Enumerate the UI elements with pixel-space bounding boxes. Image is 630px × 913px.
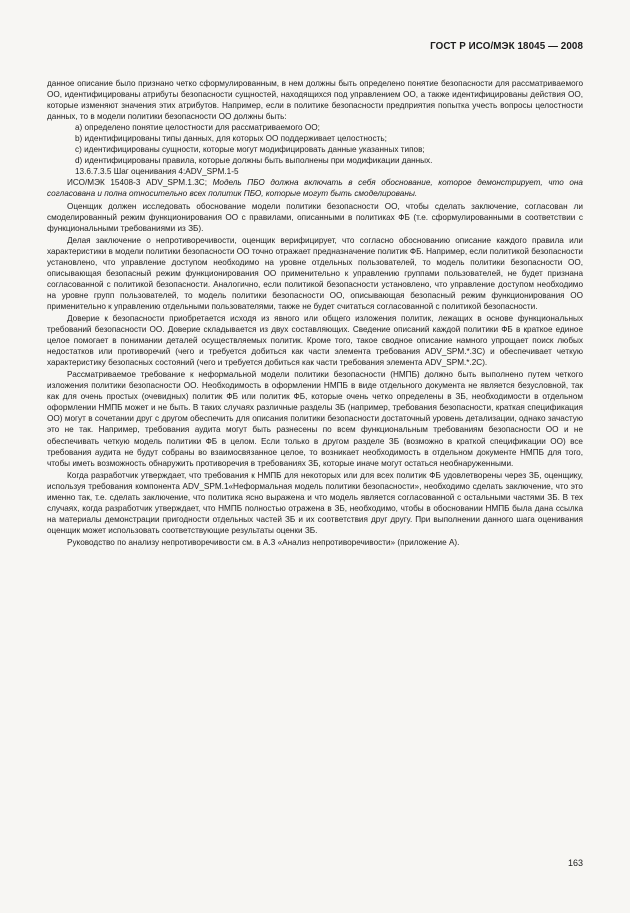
document-body	[47, 78, 583, 548]
paragraph: Когда разработчик утверждает, что требования к НМПБ для некоторых или для всех политик ФБ удовлетворены через ЗБ, оценщику, используя требования компонента ADV_SPM.1«Неформальная модель политики безопасности», необходимо сделать заключение, что это именно так, т.е. сделать заключение, что политика ясно выражена и что модель является согласованной с остальными частями ЗБ. В тех случаях, когда разработчик утверждает, что НМПБ полностью отражена в ЗБ, необходимо, чтобы в обосновании НМПБ была дана ссылка на материалы демонстрации пригодности отдельных частей ЗБ и их соответствия друг другу. При выполнении данного шага оценивания оценщик может использовать соответствующие результаты оценки ЗБ.	[47, 470, 583, 535]
requirement-reference: ИСО/МЭК 15408-3 ADV_SPM.1.3C;	[67, 178, 207, 188]
requirement-text: Модель ПБО должна включать в себя обоснование, которое демонстрирует, что она согласована и полна относительно всех политик ПБО, которые могут быть смоделированы.	[47, 178, 583, 199]
list-item: b) идентифицированы типы данных, для которых ОО поддерживает целостность;	[75, 134, 387, 144]
list-item: d) идентифицированы правила, которые должны быть выполнены при модификации данных.	[75, 156, 433, 166]
list-item: c) идентифицированы сущности, которые могут модифицировать данные указанных типов;	[75, 145, 425, 155]
paragraph: Доверие к безопасности приобретается исходя из явного или общего изложения политик, лежащих в основе функциональных требований безопасности ОО. Доверие складывается из двух составляющих. Сведение описаний каждой политики ФБ в краткое единое целое помогает в понимании деталей осуществляемых политик. Кроме того, такое сводное описание намного упрощает поиск любых недостатков или противоречий (чего и требуется добиться как части элемента требования ADV_SPM.*.3C) и обеспечивает четкую характеристику безопасных состояний (чего и требуется добиться как части требования элемента ADV_SPM.*.2C).	[47, 313, 583, 368]
paragraph: Оценщик должен исследовать обоснование модели политики безопасности ОО, чтобы сделать заключение, согласован ли смоделированный режим функционирования ОО с правилами, описанными в политиках ФБ (т.е. сформулированными в соответствии с функциональными требованиями из ЗБ).	[47, 201, 583, 233]
paragraph: Делая заключение о непротиворечивости, оценщик верифицирует, что согласно обоснованию описание каждого правила или характеристики в модели политики безопасности ОО точно отражает предназначение политик ФБ. Например, если политикой безопасности установлено, что управление доступом необходимо на уровне отдельных пользователей, то модель политики безопасности ОО, описывающая безопасный режим функционирования ОО применительно к управлению группами пользователей, не будет признана согласованной с политикой безопасности. Аналогично, если политикой безопасности установлено, что управление доступом необходимо на уровне групп пользователей, то модель политики безопасности ОО, описывающая безопасный режим функционирования ОО применительно к управлению отдельными пользователями, также не будет считаться согласованной с политикой безопасности.	[47, 235, 583, 311]
page-header: ГОСТ Р ИСО/МЭК 18045 — 2008	[430, 41, 583, 52]
section-heading: 13.6.7.3.5 Шаг оценивания 4:ADV_SPM.1-5	[75, 167, 239, 177]
page-number: 163	[567, 858, 583, 868]
paragraph: данное описание было признано четко сформулированным, в нем должны быть определено понятие безопасности для рассматриваемого ОО, идентифицированы атрибуты безопасности сущностей, находящихся под управлением ОО, а также идентифицированы действия ОО, которые изменяют значения этих атрибутов. Например, если в политике безопасности предприятия попытка учесть вопросы целостности данных, то в модели политики безопасности ОО должны быть:	[47, 79, 583, 122]
list-item: a) определено понятие целостности для рассматриваемого ОО;	[75, 123, 320, 133]
paragraph: Руководство по анализу непротиворечивости см. в А.3 «Анализ непротиворечивости» (приложение А).	[67, 537, 460, 547]
requirement-paragraph	[47, 177, 583, 199]
paragraph: Рассматриваемое требование к неформальной модели политики безопасности (НМПБ) должно быть выполнено путем четкого изложения политики безопасности ОО. Необходимость в оформлении НМПБ в виде отдельного документа не является безусловной, так как для очень простых (очевидных) политик ФБ или политик ФБ, которые очень четко определены в ЗБ, необходимости в отдельном оформлении НМПБ может и не быть. В таких случаях различные разделы ЗБ (например, требования безопасности, краткая спецификация ОО) могут в сочетании друг с другом обеспечить для описания политики безопасности достаточный уровень детализации, однако зачастую это не так. Например, требования аудита могут быть разнесены по всем функциональным требованиям безопасности ОО и не обеспечивать четкую модель политики ФБ в целом. Если только в другом разделе ЗБ (возможно в краткой спецификации ОО) все требования аудита не будут собраны во взаимосвязанное целое, то возникает необходимость в отдельном документе НМПБ для того, чтобы иметь возможность обнаружить противоречия в требованиях ЗБ, которые иначе могут остаться необнаруженными.	[47, 370, 583, 468]
